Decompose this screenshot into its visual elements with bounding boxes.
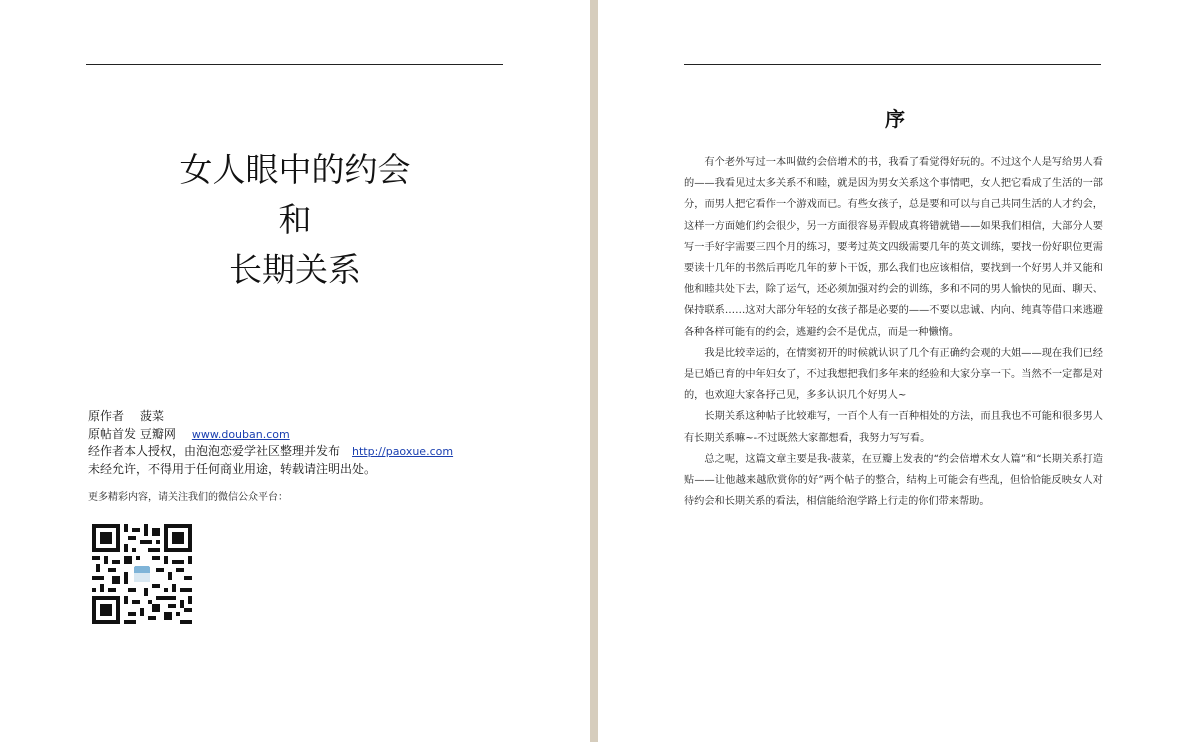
authorization-line <box>88 443 453 461</box>
author-label: 原作者 <box>88 409 125 423</box>
source-label: 原帖首发 <box>88 426 137 441</box>
author-line <box>88 408 453 426</box>
title-line-2: 和 <box>278 200 312 239</box>
top-rule <box>86 64 503 65</box>
paoxue-link[interactable]: http://paoxue.com <box>352 445 454 458</box>
title-line-1: 女人眼中的约会 <box>179 150 411 189</box>
preface-paragraph-3: 长期关系这种帖子比较难写，一百个人有一百种相处的方法，而且我也不可能和很多男人有长期关系嘛~-不过既然大家都想看，我努力写写看。 <box>684 411 1103 444</box>
preface-paragraph-4: 总之呢，这篇文章主要是我-菠菜，在豆瓣上发表的“约会倍增术女人篇”和“长期关系打造贴——让他越来越欣赏你的好”两个帖子的整合，结构上可能会有些乱，但恰恰能反映女人对待约会和长期关系的看法，相信能给泡学路上行走的你们带来帮助。 <box>684 453 1103 508</box>
author-name: 菠菜 <box>140 409 165 423</box>
qr-code-icon <box>92 524 192 624</box>
wechat-prompt: 更多精彩内容，请关注我们的微信公众平台： <box>88 492 288 503</box>
publication-info <box>88 408 453 478</box>
title-line-3: 长期关系 <box>229 250 361 289</box>
page-gutter <box>590 0 598 742</box>
source-line <box>88 426 453 444</box>
right-page <box>598 0 1192 742</box>
book-title <box>70 145 520 295</box>
douban-link[interactable]: www.douban.com <box>191 427 290 441</box>
copyright-notice: 未经允许，不得用于任何商业用途，转载请注明出处。 <box>88 461 377 476</box>
top-rule <box>684 64 1101 65</box>
preface-paragraph-1: 有个老外写过一本叫做约会倍增术的书，我看了看觉得好玩的。不过这个人是写给男人看的——我看见过太多关系不和睦，就是因为男女关系这个事情吧，女人把它看成了生活的一部分，而男人把它看作一个游戏而已。有些女孩子，总是要和可以与自己共同生活的人才约会，这样一方面她们约会很少，另一方面很容易弄假成真将错就错——如果我们相信，大部分人要写一手好字需要三四个月的练习，要考过英文四级需要几年的英文训练，要找一份好职位更需要读十几年的书然后再吃几年的萝卜干饭，那么我们也应该相信，要找到一个好男人并又能和他和睦共处下去，除了运气，还必须加强对约会的训练，多和不同的男人愉快的见面、聊天、保持联系……这对大部分年轻的女孩子都是必要的——不要以忠诚、内向、纯真等借口来逃避各种各样可能有的约会，逃避约会不是优点，而是一种懒惰。 <box>684 157 1103 338</box>
preface-body <box>684 152 1103 512</box>
source-site: 豆瓣网 <box>139 426 176 441</box>
authorization-text: 经作者本人授权，由泡泡恋爱学社区整理并发布 <box>88 444 341 458</box>
left-page <box>0 0 590 742</box>
preface-paragraph-2: 我是比较幸运的，在情窦初开的时候就认识了几个有正确约会观的大姐——现在我们已经是已婚已育的中年妇女了，不过我想把我们多年来的经验和大家分享一下。当然不一定都是对的，也欢迎大家各抒己见，多多认识几个好男人~ <box>684 347 1103 402</box>
preface-heading: 序 <box>885 107 905 131</box>
